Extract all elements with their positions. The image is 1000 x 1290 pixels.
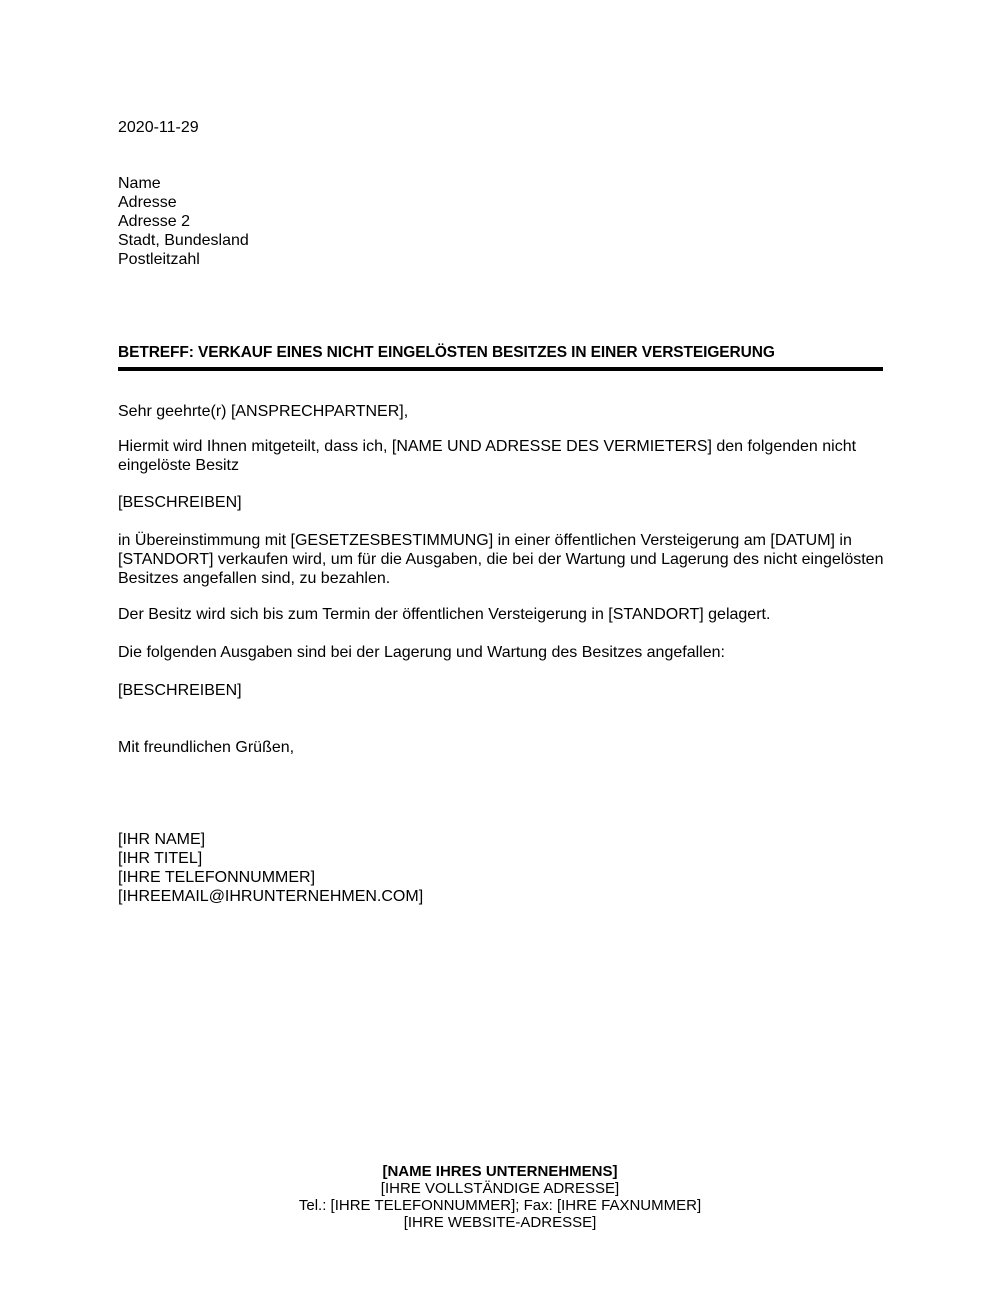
paragraph-intro: Hiermit wird Ihnen mitgeteilt, dass ich, [NAME UND ADRESSE DES VERMIETERS] den folgenden nicht eingelöste Besitz — [118, 438, 857, 474]
paragraph-storage: Der Besitz wird sich bis zum Termin der öffentlichen Versteigerung in [STANDORT] gelagert. — [118, 606, 771, 623]
signature-phone: [IHRE TELEFONNUMMER] — [118, 869, 316, 886]
company-footer — [200, 1163, 800, 1231]
recipient-address — [118, 174, 249, 269]
paragraph-describe-expenses: [BESCHREIBEN] — [118, 682, 242, 699]
footer-contact: Tel.: [IHRE TELEFONNUMMER]; Fax: [IHRE FAXNUMMER] — [298, 1197, 702, 1214]
paragraph-describe-property: [BESCHREIBEN] — [118, 494, 242, 511]
footer-address: [IHRE VOLLSTÄNDIGE ADRESSE] — [380, 1180, 620, 1197]
paragraph-auction-details: in Übereinstimmung mit [GESETZESBESTIMMUNG] in einer öffentlichen Versteigerung am [DATUM] in [STANDORT] verkaufen wird, um für die Ausgaben, die bei der Wartung und Lagerung des nicht eingelösten Besitzes angefallen sind, zu bezahlen. — [118, 532, 884, 587]
footer-company-name: [NAME IHRES UNTERNEHMENS] — [382, 1163, 618, 1180]
footer-website: [IHRE WEBSITE-ADRESSE] — [403, 1214, 597, 1231]
signature-name: [IHR NAME] — [118, 831, 206, 848]
signature-block — [118, 830, 423, 906]
signature-email: [IHREEMAIL@IHRUNTERNEHMEN.COM] — [118, 888, 424, 905]
recipient-postal-code: Postleitzahl — [118, 251, 200, 268]
recipient-name: Name — [118, 175, 161, 192]
letter-date: 2020-11-29 — [118, 119, 199, 136]
recipient-address-line-2: Adresse 2 — [118, 213, 191, 230]
signature-title: [IHR TITEL] — [118, 850, 203, 867]
paragraph-expenses: Die folgenden Ausgaben sind bei der Lagerung und Wartung des Besitzes angefallen: — [118, 644, 725, 661]
subject-line: BETREFF: VERKAUF EINES NICHT EINGELÖSTEN BESITZES IN EINER VERSTEIGERUNG — [118, 344, 775, 361]
salutation: Sehr geehrte(r) [ANSPRECHPARTNER], — [118, 403, 409, 420]
recipient-city-state: Stadt, Bundesland — [118, 232, 249, 249]
recipient-address-line-1: Adresse — [118, 194, 177, 211]
closing: Mit freundlichen Grüßen, — [118, 739, 295, 756]
subject-divider — [118, 367, 883, 371]
